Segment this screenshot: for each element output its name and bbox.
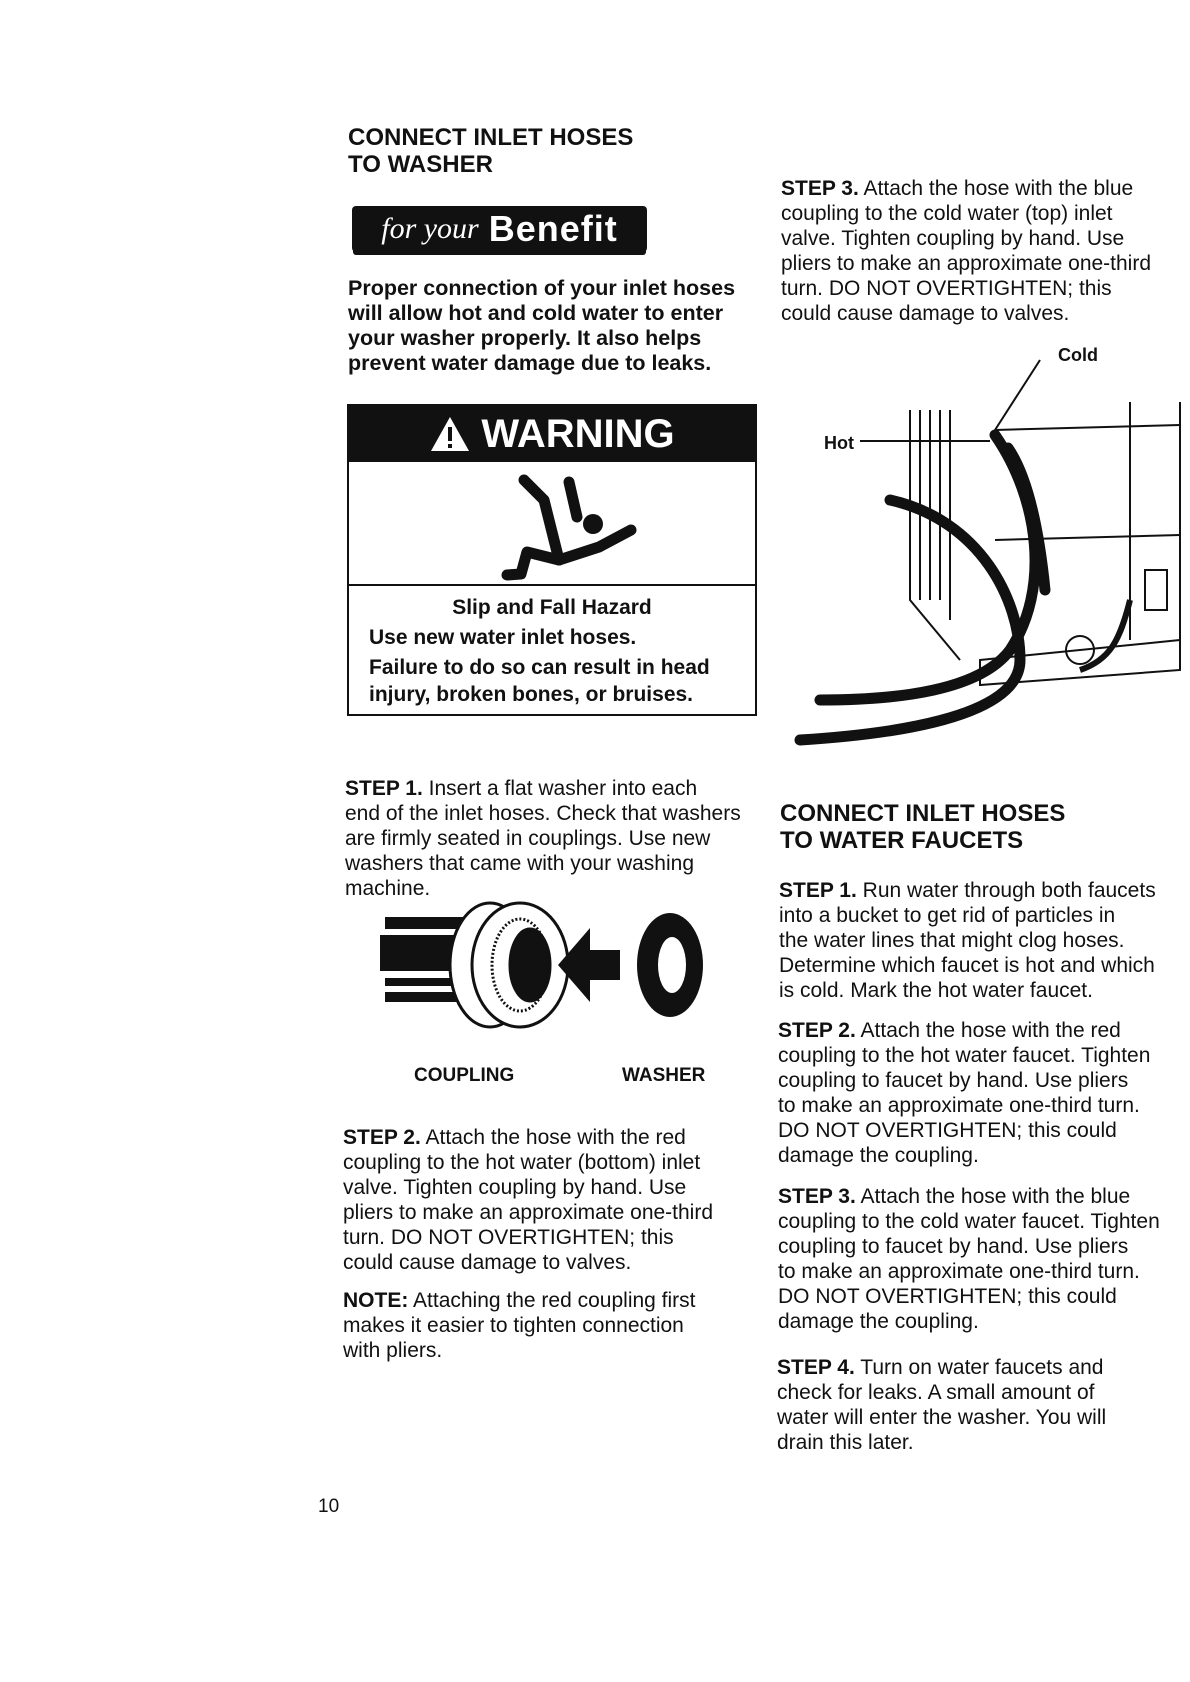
text-line: water will enter the washer. You will bbox=[777, 1406, 1107, 1429]
text-line: Proper connection of your inlet hoses bbox=[348, 276, 736, 300]
text-line: DO NOT OVERTIGHTEN; this could bbox=[778, 1285, 1117, 1308]
cold-label: Cold bbox=[1058, 345, 1098, 365]
text-line: check for leaks. A small amount of bbox=[777, 1381, 1095, 1404]
text-line: makes it easier to tighten connection bbox=[343, 1314, 684, 1337]
step-label: STEP 2. bbox=[343, 1126, 421, 1149]
heading-line: TO WASHER bbox=[348, 151, 493, 178]
faucet-step-3 bbox=[778, 1184, 1160, 1334]
text-line: could cause damage to valves. bbox=[781, 302, 1070, 325]
text-line: Run water through both faucets bbox=[862, 879, 1156, 902]
section-heading-faucets bbox=[780, 800, 1065, 854]
coupling-icon bbox=[450, 903, 568, 1027]
heading-line: CONNECT INLET HOSES bbox=[348, 124, 634, 151]
washer-hose-illustration bbox=[780, 340, 1190, 760]
text-line: coupling to the hot water faucet. Tighten bbox=[778, 1044, 1151, 1067]
warning-line: Use new water inlet hoses. bbox=[369, 626, 637, 649]
text-line: your washer properly. It also helps bbox=[348, 326, 702, 350]
faucet-step-2 bbox=[778, 1018, 1150, 1168]
falling-person-icon bbox=[349, 462, 755, 586]
text-line: Turn on water faucets and bbox=[860, 1356, 1104, 1379]
washer-label: WASHER bbox=[622, 1065, 706, 1086]
washer-icon bbox=[637, 913, 703, 1017]
section-heading-washer bbox=[348, 124, 633, 178]
for-your-benefit-banner bbox=[352, 206, 647, 252]
text-line: pliers to make an approximate one-third bbox=[781, 252, 1152, 275]
right-step-3-washer bbox=[781, 176, 1151, 326]
text-line: are firmly seated in couplings. Use new bbox=[345, 827, 711, 850]
left-step-2 bbox=[343, 1125, 713, 1275]
step-label: STEP 4. bbox=[777, 1356, 855, 1379]
hazard-title: Slip and Fall Hazard bbox=[452, 596, 652, 619]
text-line: Attach the hose with the blue bbox=[860, 1185, 1131, 1208]
text-line: prevent water damage due to leaks. bbox=[348, 351, 712, 375]
text-line: pliers to make an approximate one-third bbox=[343, 1201, 714, 1224]
step-label: STEP 1. bbox=[779, 879, 857, 902]
faucet-step-4 bbox=[777, 1355, 1106, 1455]
text-line: coupling to faucet by hand. Use pliers bbox=[778, 1235, 1129, 1258]
faucet-step-1 bbox=[779, 878, 1156, 1003]
text-line: could cause damage to valves. bbox=[343, 1251, 632, 1274]
step-label: STEP 2. bbox=[778, 1019, 856, 1042]
text-line: Attach the hose with the red bbox=[860, 1019, 1121, 1042]
text-line: drain this later. bbox=[777, 1431, 914, 1454]
warning-line: Failure to do so can result in head bbox=[369, 656, 710, 679]
warning-text bbox=[349, 586, 755, 708]
hot-label: Hot bbox=[824, 433, 854, 453]
text-line: turn. DO NOT OVERTIGHTEN; this bbox=[781, 277, 1112, 300]
text-line: washers that came with your washing bbox=[345, 852, 694, 875]
left-step-1 bbox=[345, 776, 741, 901]
text-line: machine. bbox=[345, 877, 431, 900]
text-line: to make an approximate one-third turn. bbox=[778, 1094, 1140, 1117]
step-label: STEP 3. bbox=[778, 1185, 856, 1208]
text-line: Insert a flat washer into each bbox=[428, 777, 698, 800]
step-label: STEP 3. bbox=[781, 177, 859, 200]
text-line: damage the coupling. bbox=[778, 1144, 979, 1167]
coupling-label: COUPLING bbox=[414, 1065, 515, 1086]
coupling-washer-illustration bbox=[380, 900, 710, 1045]
benefit-text bbox=[348, 276, 735, 376]
warning-triangle-icon bbox=[429, 415, 471, 453]
text-line: Determine which faucet is hot and which bbox=[779, 954, 1155, 977]
text-line: Attach the hose with the red bbox=[425, 1126, 686, 1149]
text-line: will allow hot and cold water to enter bbox=[348, 301, 724, 325]
text-line: the water lines that might clog hoses. bbox=[779, 929, 1125, 952]
note-label: NOTE: bbox=[343, 1289, 409, 1312]
text-line: turn. DO NOT OVERTIGHTEN; this bbox=[343, 1226, 674, 1249]
page-number: 10 bbox=[318, 1496, 340, 1517]
heading-line: CONNECT INLET HOSES bbox=[780, 800, 1066, 827]
warning-header bbox=[349, 406, 755, 462]
text-line: coupling to the hot water (bottom) inlet bbox=[343, 1151, 701, 1174]
text-line: valve. Tighten coupling by hand. Use bbox=[781, 227, 1125, 250]
text-line: damage the coupling. bbox=[778, 1310, 979, 1333]
benefit-italic: for your bbox=[381, 212, 479, 245]
text-line: with pliers. bbox=[343, 1339, 443, 1362]
benefit-bold: Benefit bbox=[488, 208, 618, 249]
heading-line: TO WATER FAUCETS bbox=[780, 827, 1024, 854]
text-line: coupling to faucet by hand. Use pliers bbox=[778, 1069, 1129, 1092]
text-line: Attach the hose with the blue bbox=[863, 177, 1134, 200]
text-line: coupling to the cold water faucet. Tighten bbox=[778, 1210, 1160, 1233]
text-line: end of the inlet hoses. Check that washers bbox=[345, 802, 741, 825]
warning-line: injury, broken bones, or bruises. bbox=[369, 683, 694, 706]
warning-box bbox=[347, 404, 757, 716]
text-line: coupling to the cold water (top) inlet bbox=[781, 202, 1113, 225]
left-note bbox=[343, 1288, 696, 1363]
text-line: is cold. Mark the hot water faucet. bbox=[779, 979, 1093, 1002]
warning-title: WARNING bbox=[481, 411, 675, 456]
step-label: STEP 1. bbox=[345, 777, 423, 800]
text-line: DO NOT OVERTIGHTEN; this could bbox=[778, 1119, 1117, 1142]
text-line: into a bucket to get rid of particles in bbox=[779, 904, 1116, 927]
arrow-icon bbox=[558, 928, 620, 1002]
text-line: valve. Tighten coupling by hand. Use bbox=[343, 1176, 687, 1199]
text-line: to make an approximate one-third turn. bbox=[778, 1260, 1140, 1283]
text-line: Attaching the red coupling first bbox=[413, 1289, 696, 1312]
